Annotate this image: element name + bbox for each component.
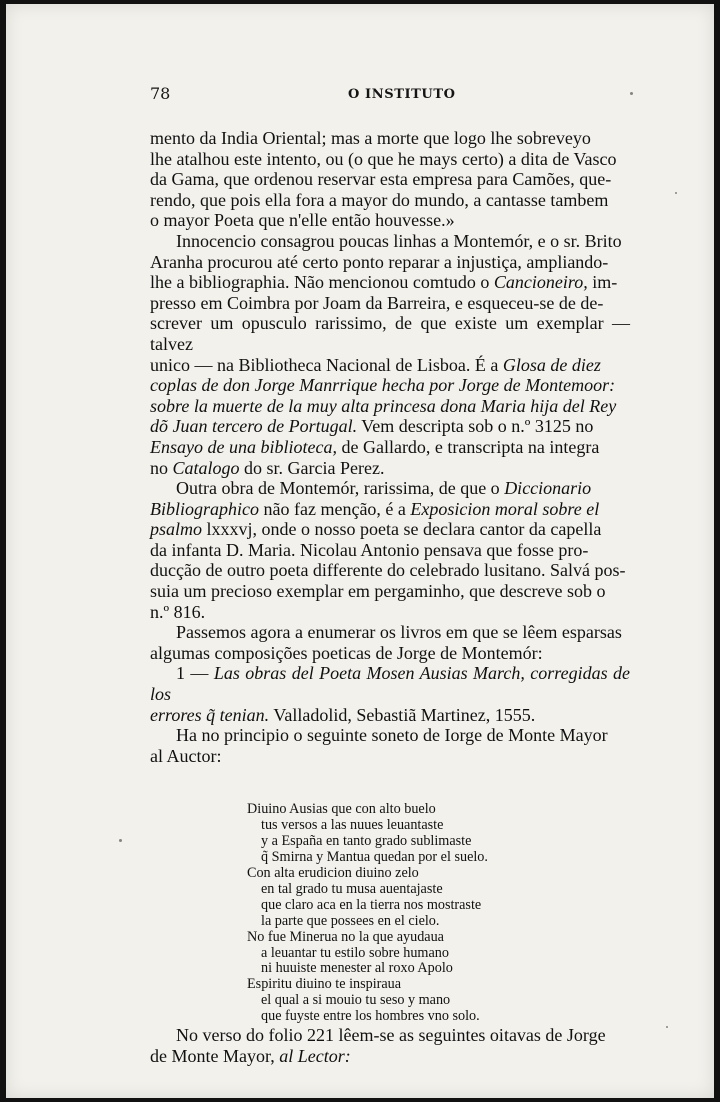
- sonnet: [247, 802, 630, 1025]
- italic-title: psalmo: [150, 519, 203, 540]
- paper-speck: [675, 192, 677, 194]
- text-line: al Auctor:: [150, 745, 222, 766]
- poem-line: a leuantar tu estilo sobre humano: [261, 944, 449, 961]
- text-line: Innocencio consagrou poucas linhas a Montemór, e o sr. Brito: [176, 230, 622, 251]
- paragraph-4: [150, 622, 630, 663]
- italic-title: Bibliographico: [150, 498, 259, 519]
- text-line: Vem descripta sob o n.º 3125 no: [357, 416, 594, 437]
- text-line: No verso do folio 221 lêem-se as seguintes oitavas de Jorge: [176, 1025, 606, 1046]
- italic-title: Las obras del Poeta Mosen Ausias March, corregidas de los: [150, 663, 630, 705]
- running-title: O INSTITUTO: [348, 87, 456, 102]
- text-line: ducção de outro poeta differente do celebrado lusitano. Salvá pos-: [150, 560, 626, 581]
- italic-title: Catalogo: [172, 457, 240, 478]
- text-line: lxxxvj, onde o nosso poeta se declara cantor da capella: [202, 519, 602, 540]
- italic-title: Ensayo de una biblioteca,: [150, 436, 337, 457]
- text-line: suia um precioso exemplar em pergaminho, que descreve sob o: [150, 581, 606, 602]
- book-page: [6, 4, 714, 1098]
- page-number: 78: [150, 84, 171, 103]
- text-line: lhe atalhou este intento, ou (o que he mays certo) a dita de Vasco: [150, 148, 617, 169]
- poem-line: ni huuiste menester al roxo Apolo: [261, 960, 453, 977]
- text-line: mento da India Oriental; mas a morte que logo lhe sobreveyo: [150, 128, 591, 148]
- text-line: Aranha procurou até certo ponto reparar a injustiça, ampliando-: [150, 251, 609, 272]
- paragraph-6: [150, 725, 630, 766]
- poem-line: en tal grado tu musa auentajaste: [261, 880, 443, 897]
- italic-title: Cancioneiro,: [493, 272, 588, 293]
- poem-line: Diuino Ausias que con alto buelo: [247, 801, 436, 818]
- italic-title: errores q̃ tenian.: [150, 704, 270, 725]
- text-line: o mayor Poeta que n'elle então houvesse.»: [150, 210, 455, 231]
- paragraph-7: [150, 1025, 630, 1066]
- italic-title: sobre la muerte de la muy alta princesa dona Maria hija del Rey: [150, 395, 617, 416]
- poem-line: q̃ Smirna y Mantua quedan por el suelo.: [261, 849, 488, 866]
- poem-line: Con alta erudicion diuino zelo: [247, 865, 419, 882]
- poem-line: que claro aca en la tierra nos mostraste: [261, 896, 482, 913]
- page-header: [150, 84, 630, 112]
- italic-title: Glosa de diez: [502, 354, 601, 375]
- text-line: da infanta D. Maria. Nicolau Antonio pensava que fosse pro-: [150, 539, 589, 560]
- text-line: algumas composições poeticas de Jorge de Montemór:: [150, 642, 543, 663]
- text-line: Passemos agora a enumerar os livros em que se lêem esparsas: [176, 622, 622, 643]
- text-line: Outra obra de Montemór, rarissima, de que o: [176, 478, 505, 499]
- paper-speck: [119, 839, 122, 842]
- paragraph-3: [150, 478, 630, 622]
- poem-line: que fuyste entre los hombres vno solo.: [261, 1008, 480, 1025]
- paper-speck: [666, 1026, 668, 1028]
- italic-title: dõ Juan tercero de Portugal.: [150, 416, 358, 437]
- text-line: de Monte Mayor,: [150, 1045, 280, 1066]
- paragraph-1: [150, 128, 630, 231]
- poem-line: Espiritu diuino te inspiraua: [247, 976, 402, 993]
- paragraph-2: [150, 231, 630, 478]
- text-line: n.º 816.: [150, 601, 206, 622]
- text-line: unico — na Bibliotheca Nacional de Lisboa. É a: [150, 354, 503, 375]
- paper-speck: [630, 92, 633, 95]
- text-line: Valladolid, Sebastiã Martinez, 1555.: [269, 704, 536, 725]
- poem-line: No fue Mineruа no la que ayudaua: [247, 928, 444, 945]
- text-line: screver um opusculo rarissimo, de que existe um exemplar — talvez: [150, 313, 630, 354]
- paragraph-5: [150, 663, 630, 725]
- text-line: da Gama, que ordenou reservar esta empresa para Camões, que-: [150, 169, 612, 190]
- italic-title: coplas de don Jorge Manrrique hecha por Jorge de Montemoor:: [150, 375, 616, 396]
- poem-line: y a España en tanto grado sublimaste: [261, 833, 472, 850]
- main-text: [150, 128, 630, 1066]
- text-line: não faz menção, é a: [259, 498, 411, 519]
- poem-line: el qual a si mouio tu seso y mano: [261, 992, 451, 1009]
- text-line: Ha no principio o seguinte soneto de Iorge de Monte Mayor: [176, 725, 608, 746]
- italic-title: Exposicion moral sobre el: [410, 498, 600, 519]
- list-number: 1 —: [176, 663, 214, 684]
- text-line: do sr. Garcia Perez.: [239, 457, 385, 478]
- poem-line: la parte que possees en el cielo.: [261, 912, 440, 929]
- text-line: de Gallardo, e transcripta na integra: [336, 436, 600, 457]
- poem-line: tus versos a las nuues leuantaste: [261, 817, 444, 834]
- text-line: no: [150, 457, 173, 478]
- italic-title: Diccionario: [504, 478, 592, 499]
- text-line: im-: [587, 272, 618, 293]
- italic-title: al Lector:: [279, 1045, 351, 1066]
- text-line: rendo, que pois ella fora a mayor do mundo, a cantasse tambem: [150, 189, 609, 210]
- text-line: presso em Coimbra por Joam da Barreira, e esqueceu-se de de-: [150, 292, 604, 313]
- text-line: lhe a bibliographia. Não mencionou comtudo o: [150, 272, 494, 293]
